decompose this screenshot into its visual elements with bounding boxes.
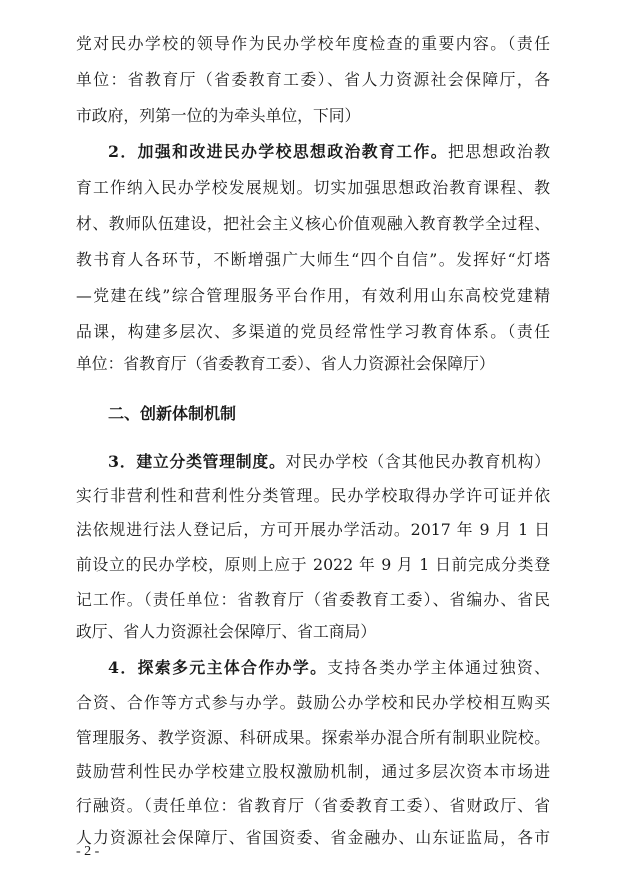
paragraph-line: 行融资。（责任单位：省教育厅（省委教育工委）、省财政厅、省	[76, 796, 550, 815]
item-3-first-line	[108, 444, 550, 480]
page-number: - 2 -	[76, 844, 100, 859]
item-2-first-line-text: 把思想政治	[447, 142, 535, 161]
item-2-first-line-tail: 教	[534, 142, 550, 161]
paragraph-line: 育工作纳入民办学校发展规划。切实加强思想政治教育课程、教	[76, 178, 550, 197]
paragraph-line: 前设立的民办学校，原则上应于 2022 年 9 月 1 日前完成分类登	[76, 555, 550, 574]
paragraph-line: 单位：省教育厅（省委教育工委）、省人力资源社会保障厅）	[76, 354, 495, 373]
paragraph-line: 管理服务、教学资源、科研成果。探索举办混合所有制职业院校。	[76, 728, 550, 747]
item-3-title: 3．建立分类管理制度。	[108, 452, 286, 471]
paragraph-line: 合资、合作等方式参与办学。鼓励公办学校和民办学校相互购买	[76, 693, 550, 712]
item-3-first-line-text: 对民办学校（含其他民办教育机构）	[285, 452, 550, 471]
item-4-first-line-text: 支持各类办学主体通过独资、	[327, 658, 550, 677]
paragraph-line: 法依规进行法人登记后，方可开展办学活动。2017 年 9 月 1 日	[76, 520, 550, 539]
paragraph-line: 教书育人各环节，不断增强广大师生“四个自信”。发挥好“灯塔	[76, 250, 550, 269]
paragraph-line: 记工作。（责任单位：省教育厅（省委教育工委）、省编办、省民	[76, 590, 550, 609]
paragraph-line: 单位：省教育厅（省委教育工委）、省人力资源社会保障厅，各	[76, 70, 550, 89]
paragraph-line: 市政府，列第一位的为牵头单位，下同）	[76, 106, 361, 125]
item-2-title: 2．加强和改进民办学校思想政治教育工作。	[108, 142, 448, 161]
paragraph-line: 材、教师队伍建设，把社会主义核心价值观融入教育教学全过程、	[76, 214, 550, 233]
paragraph-line: 品课，构建多层次、多渠道的党员经常性学习教育体系。（责任	[76, 322, 550, 341]
paragraph-line: 党对民办学校的领导作为民办学校年度检查的重要内容。（责任	[76, 34, 550, 53]
section-heading: 二、创新体制机制	[108, 404, 237, 423]
paragraph-line: —党建在线”综合管理服务平台作用，有效利用山东高校党建精	[76, 286, 550, 305]
paragraph-line: 鼓励营利性民办学校建立股权激励机制，通过多层次资本市场进	[76, 762, 550, 781]
item-4-first-line	[108, 650, 550, 686]
paragraph-line: 政厅、省人力资源社会保障厅、省工商局）	[76, 622, 377, 641]
paragraph-line: 人力资源社会保障厅、省国资委、省金融办、山东证监局，各市	[76, 828, 550, 847]
item-4-title: 4．探索多元主体合作办学。	[108, 658, 328, 677]
item-2-first-line	[108, 134, 550, 170]
paragraph-line: 实行非营利性和营利性分类管理。民办学校取得办学许可证并依	[76, 486, 550, 505]
